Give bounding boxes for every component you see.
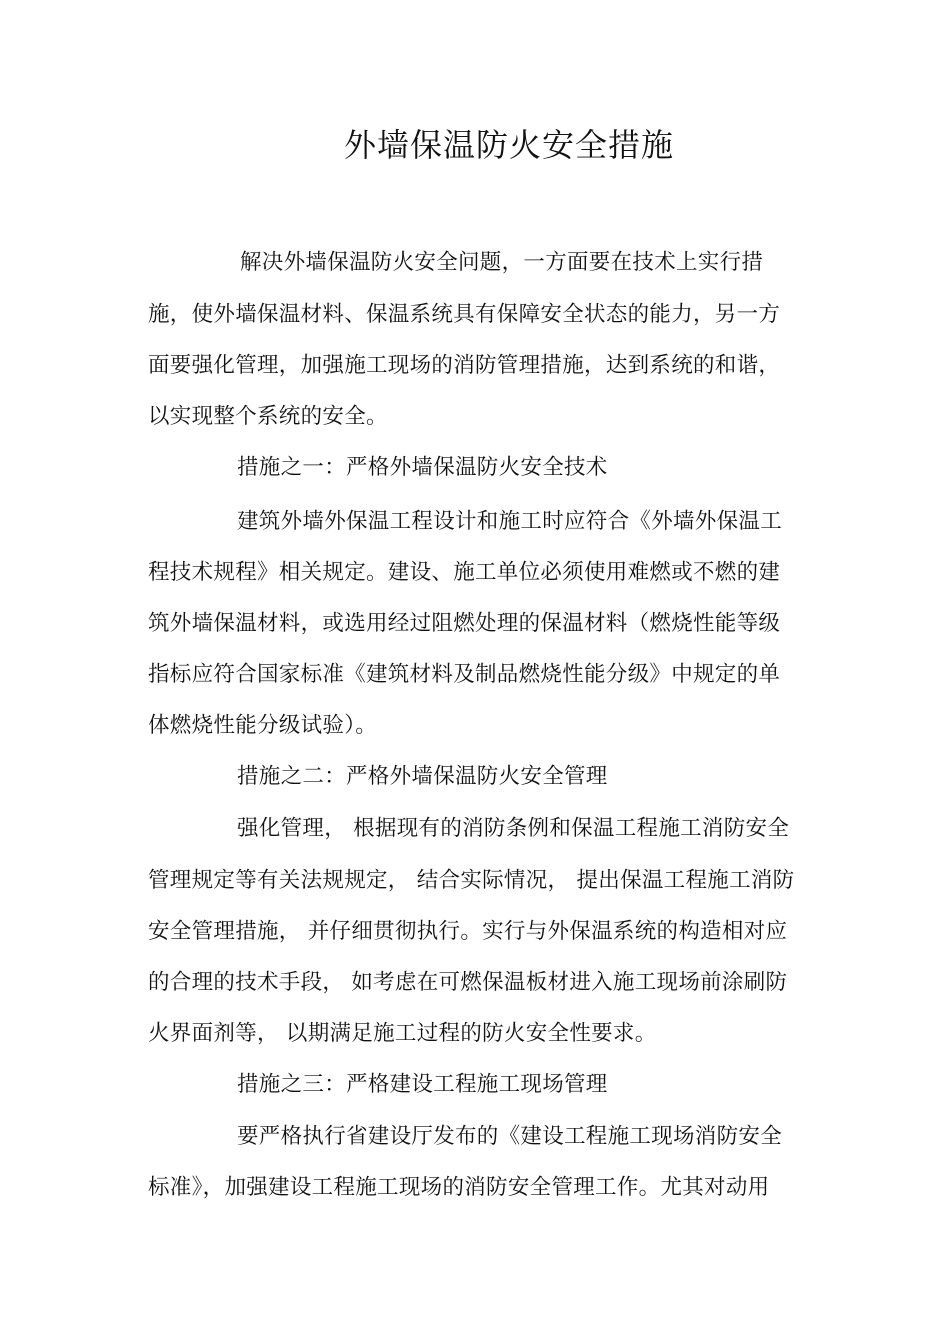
paragraph-2-line-5: 体燃烧性能分级试验）。 [148,713,378,738]
paragraph-1-line-4: 以实现整个系统的安全。 [148,404,388,429]
paragraph-3-line-3: 安全管理措施， 并仔细贯彻执行。实行与外保温系统的构造相对应 [148,919,788,944]
paragraph-2-line-4: 指标应符合国家标准《建筑材料及制品燃烧性能分级》中规定的单 [148,662,781,687]
section-heading-1: 措施之一：严格外墙保温防火安全技术 [237,455,608,480]
section-heading-3: 措施之三：严格建设工程施工现场管理 [237,1072,608,1097]
document-title: 外墙保温防火安全措施 [343,126,674,164]
paragraph-3-line-2: 管理规定等有关法规规定， 结合实际情况， 提出保温工程施工消防 [148,868,795,893]
paragraph-2-line-2: 程技术规程》相关规定。建设、施工单位必须使用难燃或不燃的建 [148,560,781,585]
paragraph-2-line-3: 筑外墙保温材料，或选用经过阻燃处理的保温材料（燃烧性能等级 [148,611,781,636]
paragraph-3-line-1: 强化管理， 根据现有的消防条例和保温工程施工消防安全 [237,816,790,841]
paragraph-2-line-1: 建筑外墙外保温工程设计和施工时应符合《外墙外保温工 [237,509,783,534]
paragraph-1-line-3: 面要强化管理，加强施工现场的消防管理措施，达到系统的和谐， [148,353,781,378]
section-heading-2: 措施之二：严格外墙保温防火安全管理 [237,764,608,789]
paragraph-1-line-2: 施，使外墙保温材料、保温系统具有保障安全状态的能力，另一方 [148,302,781,327]
paragraph-1-line-1: 解决外墙保温防火安全问题，一方面要在技术上实行措 [240,250,764,275]
paragraph-4-line-2: 标准》，加强建设工程施工现场的消防安全管理工作。尤其对动用 [148,1175,770,1200]
paragraph-4-line-1: 要严格执行省建设厅发布的《建设工程施工现场消防安全 [237,1124,783,1149]
paragraph-3-line-4: 的合理的技术手段， 如考虑在可燃保温板材进入施工现场前涂刷防 [148,970,788,995]
paragraph-3-line-5: 火界面剂等， 以期满足施工过程的防火安全性要求。 [148,1021,657,1046]
